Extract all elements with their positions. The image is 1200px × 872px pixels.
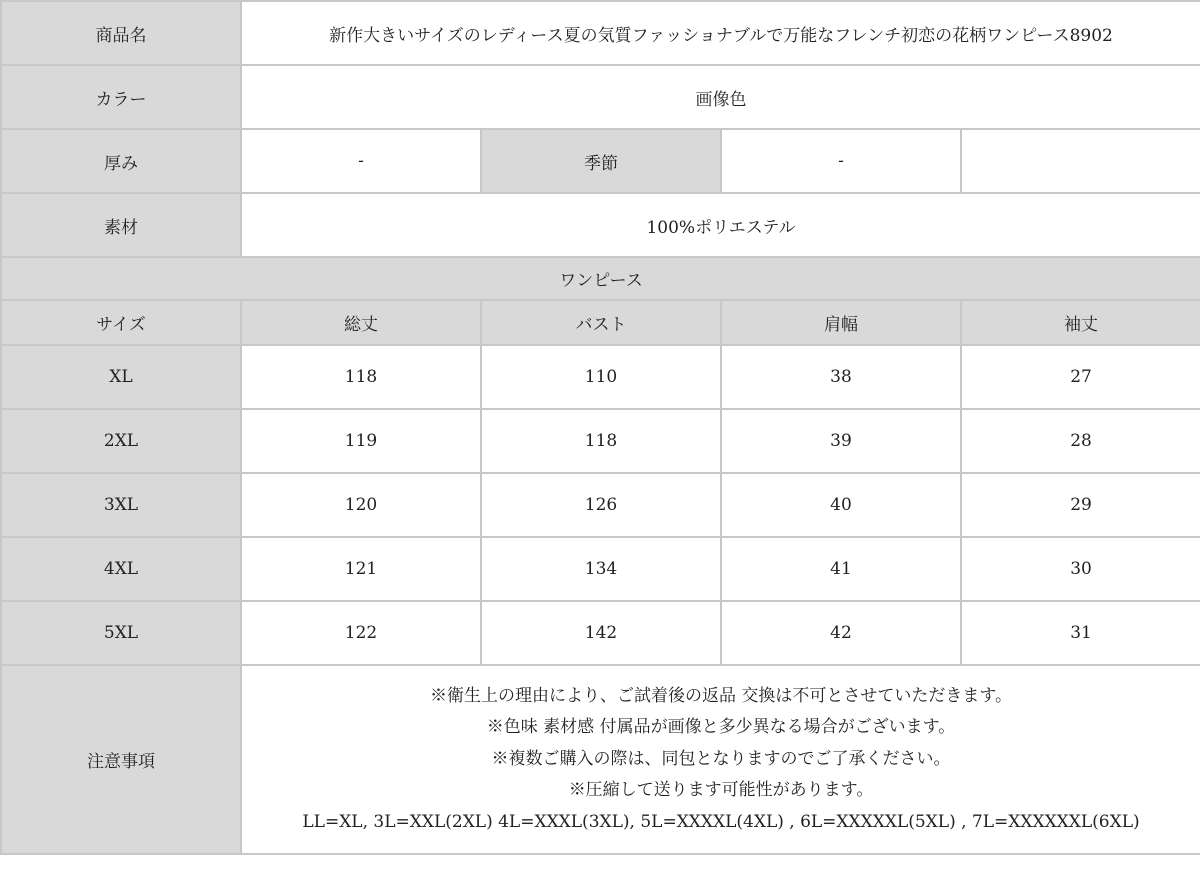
bust-cell: 134	[481, 537, 721, 601]
table-row	[1, 537, 1200, 601]
size-header-row	[1, 300, 1200, 345]
header-bust: バスト	[481, 300, 721, 345]
material-row	[1, 193, 1200, 257]
bust-cell: 118	[481, 409, 721, 473]
length-cell: 119	[241, 409, 481, 473]
bust-cell: 110	[481, 345, 721, 409]
size-cell: XL	[1, 345, 241, 409]
size-cell: 3XL	[1, 473, 241, 537]
thickness-value: -	[241, 129, 481, 193]
notes-content	[241, 665, 1200, 854]
product-name-value: 新作大きいサイズのレディース夏の気質ファッショナブルで万能なフレンチ初恋の花柄ワンピース8902	[241, 1, 1200, 65]
product-name-row	[1, 1, 1200, 65]
season-label: 季節	[481, 129, 721, 193]
size-cell: 2XL	[1, 409, 241, 473]
sleeve-cell: 29	[961, 473, 1200, 537]
product-name-label: 商品名	[1, 1, 241, 65]
note-line: ※圧縮して送ります可能性があります。	[568, 780, 874, 801]
thickness-season-row	[1, 129, 1200, 193]
length-cell: 118	[241, 345, 481, 409]
size-conversion-note: LL=XL, 3L=XXL(2XL) 4L=XXXL(3XL), 5L=XXXXL(4XL) , 6L=XXXXXL(5XL) , 7L=XXXXXXL(6XL)	[302, 811, 1140, 832]
length-cell: 120	[241, 473, 481, 537]
color-label: カラー	[1, 65, 241, 129]
table-row	[1, 409, 1200, 473]
size-table-title: ワンピース	[1, 257, 1200, 300]
size-table-title-row	[1, 257, 1200, 300]
sleeve-cell: 31	[961, 601, 1200, 665]
color-value: 画像色	[241, 65, 1200, 129]
note-line: ※色味 素材感 付属品が画像と多少異なる場合がございます。	[486, 717, 956, 738]
shoulder-cell: 42	[721, 601, 961, 665]
bust-cell: 142	[481, 601, 721, 665]
color-row	[1, 65, 1200, 129]
bust-cell: 126	[481, 473, 721, 537]
table-row	[1, 473, 1200, 537]
season-value: -	[721, 129, 961, 193]
material-value: 100%ポリエステル	[241, 193, 1200, 257]
table-row	[1, 601, 1200, 665]
header-length: 総丈	[241, 300, 481, 345]
notes-label: 注意事項	[1, 665, 241, 854]
shoulder-cell: 40	[721, 473, 961, 537]
material-label: 素材	[1, 193, 241, 257]
length-cell: 122	[241, 601, 481, 665]
length-cell: 121	[241, 537, 481, 601]
header-size: サイズ	[1, 300, 241, 345]
sleeve-cell: 28	[961, 409, 1200, 473]
sleeve-cell: 27	[961, 345, 1200, 409]
shoulder-cell: 41	[721, 537, 961, 601]
table-row	[1, 345, 1200, 409]
shoulder-cell: 38	[721, 345, 961, 409]
empty-cell	[961, 129, 1200, 193]
thickness-label: 厚み	[1, 129, 241, 193]
notes-row	[1, 665, 1200, 854]
header-sleeve: 袖丈	[961, 300, 1200, 345]
shoulder-cell: 39	[721, 409, 961, 473]
header-shoulder: 肩幅	[721, 300, 961, 345]
note-line: ※衛生上の理由により、ご試着後の返品 交換は不可とさせていただきます。	[429, 685, 1013, 706]
size-cell: 5XL	[1, 601, 241, 665]
size-cell: 4XL	[1, 537, 241, 601]
note-line: ※複数ご購入の際は、同包となりますのでご了承ください。	[491, 748, 951, 769]
sleeve-cell: 30	[961, 537, 1200, 601]
